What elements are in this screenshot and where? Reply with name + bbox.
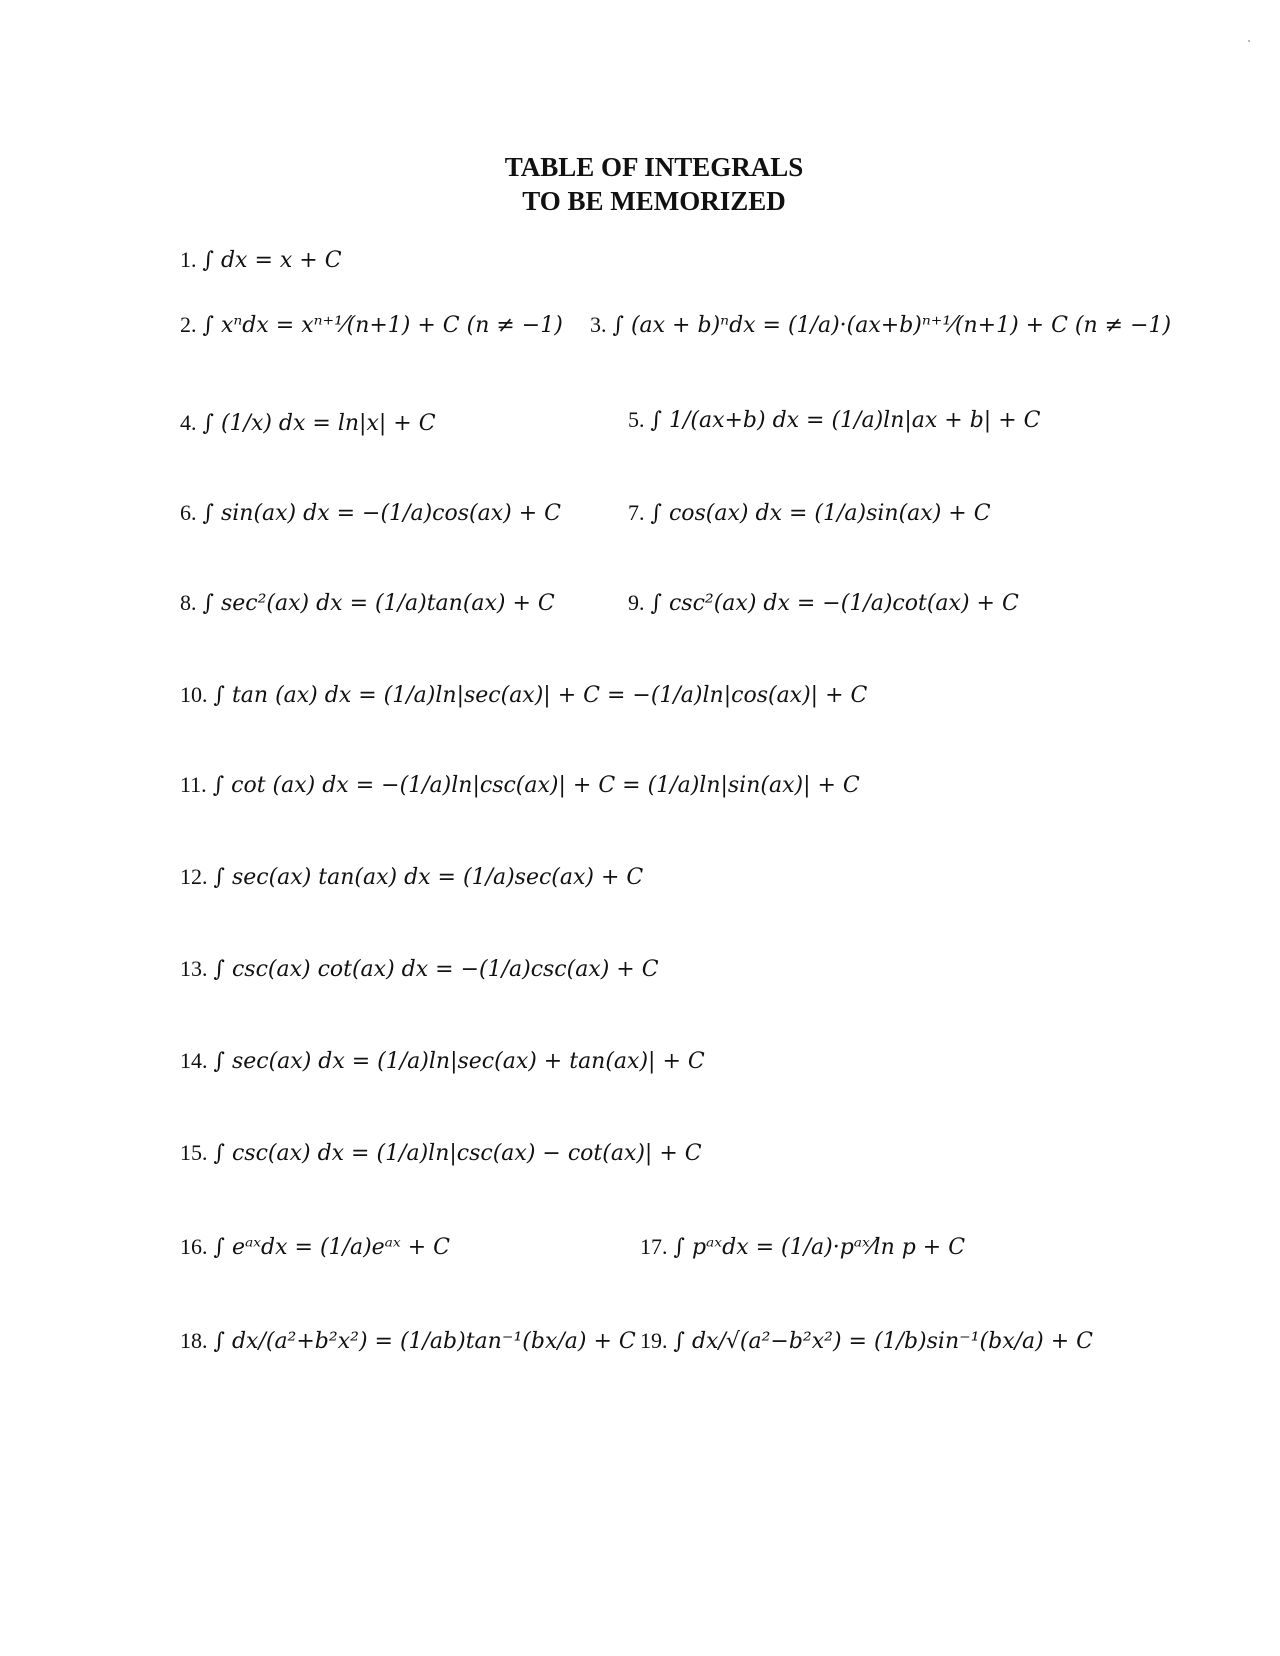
page-title-line-2: TO BE MEMORIZED (522, 186, 786, 216)
formula-18 (180, 1326, 636, 1357)
formula-11 (180, 770, 860, 801)
formula-number: 16. (180, 1234, 208, 1259)
formula-number: 8. (180, 590, 197, 615)
formula-number: 2. (180, 312, 197, 337)
formula-expression: ∫ xⁿdx = xⁿ⁺¹⁄(n+1) + C (n ≠ −1) (202, 313, 563, 338)
formula-number: 1. (180, 247, 197, 272)
formula-7 (628, 498, 991, 529)
formula-17 (640, 1232, 965, 1263)
formula-number: 19. (640, 1328, 668, 1353)
formula-number: 5. (628, 407, 645, 432)
formula-number: 17. (640, 1234, 668, 1259)
formula-5 (628, 405, 1040, 436)
formula-number: 10. (180, 682, 208, 707)
formula-1 (180, 245, 342, 276)
formula-10 (180, 680, 867, 711)
formula-2 (180, 310, 563, 341)
formula-number: 14. (180, 1048, 208, 1073)
page-title-line-1: TABLE OF INTEGRALS (504, 152, 804, 182)
formula-expression: ∫ (1/x) dx = ln|x| + C (202, 411, 436, 436)
formula-number: 4. (180, 410, 197, 435)
formula-number: 6. (180, 500, 197, 525)
formula-16 (180, 1232, 450, 1263)
formula-expression: ∫ csc²(ax) dx = −(1/a)cot(ax) + C (650, 591, 1019, 616)
formula-number: 3. (590, 312, 607, 337)
formula-expression: ∫ cot (ax) dx = −(1/a)ln|csc(ax)| + C = (1/a)ln|sin(ax)| + C (212, 773, 860, 798)
formula-expression: ∫ sec²(ax) dx = (1/a)tan(ax) + C (202, 591, 555, 616)
formula-19 (640, 1326, 1093, 1357)
formula-number: 13. (180, 956, 208, 981)
formula-13 (180, 954, 659, 985)
formula-4 (180, 408, 436, 439)
formula-15 (180, 1138, 702, 1169)
formula-expression: ∫ pᵃˣdx = (1/a)·pᵃˣ⁄ln p + C (673, 1235, 966, 1260)
formula-14 (180, 1046, 705, 1077)
formula-expression: ∫ 1/(ax+b) dx = (1/a)ln|ax + b| + C (650, 408, 1041, 433)
scan-speck (1248, 40, 1250, 42)
formula-12 (180, 862, 643, 893)
formula-expression: ∫ sec(ax) dx = (1/a)ln|sec(ax) + tan(ax)| + C (213, 1049, 705, 1074)
formula-expression: ∫ cos(ax) dx = (1/a)sin(ax) + C (650, 501, 991, 526)
formula-3 (590, 310, 1171, 341)
formula-number: 18. (180, 1328, 208, 1353)
formula-expression: ∫ csc(ax) dx = (1/a)ln|csc(ax) − cot(ax)| + C (213, 1141, 702, 1166)
formula-expression: ∫ dx/√(a²−b²x²) = (1/b)sin⁻¹(bx/a) + C (673, 1329, 1093, 1354)
formula-9 (628, 588, 1019, 619)
formula-6 (180, 498, 561, 529)
formula-8 (180, 588, 555, 619)
formula-number: 9. (628, 590, 645, 615)
formula-number: 12. (180, 864, 208, 889)
formula-expression: ∫ (ax + b)ⁿdx = (1/a)·(ax+b)ⁿ⁺¹⁄(n+1) + C (n ≠ −1) (612, 313, 1172, 338)
formula-expression: ∫ sin(ax) dx = −(1/a)cos(ax) + C (202, 501, 561, 526)
formula-expression: ∫ tan (ax) dx = (1/a)ln|sec(ax)| + C = −(1/a)ln|cos(ax)| + C (213, 683, 868, 708)
formula-number: 15. (180, 1140, 208, 1165)
formula-expression: ∫ eᵃˣdx = (1/a)eᵃˣ + C (213, 1235, 450, 1260)
formula-number: 11. (180, 772, 207, 797)
formula-expression: ∫ sec(ax) tan(ax) dx = (1/a)sec(ax) + C (213, 865, 644, 890)
formula-expression: ∫ csc(ax) cot(ax) dx = −(1/a)csc(ax) + C (213, 957, 659, 982)
formula-number: 7. (628, 500, 645, 525)
formula-expression: ∫ dx/(a²+b²x²) = (1/ab)tan⁻¹(bx/a) + C (213, 1329, 636, 1354)
formula-expression: ∫ dx = x + C (202, 248, 342, 273)
